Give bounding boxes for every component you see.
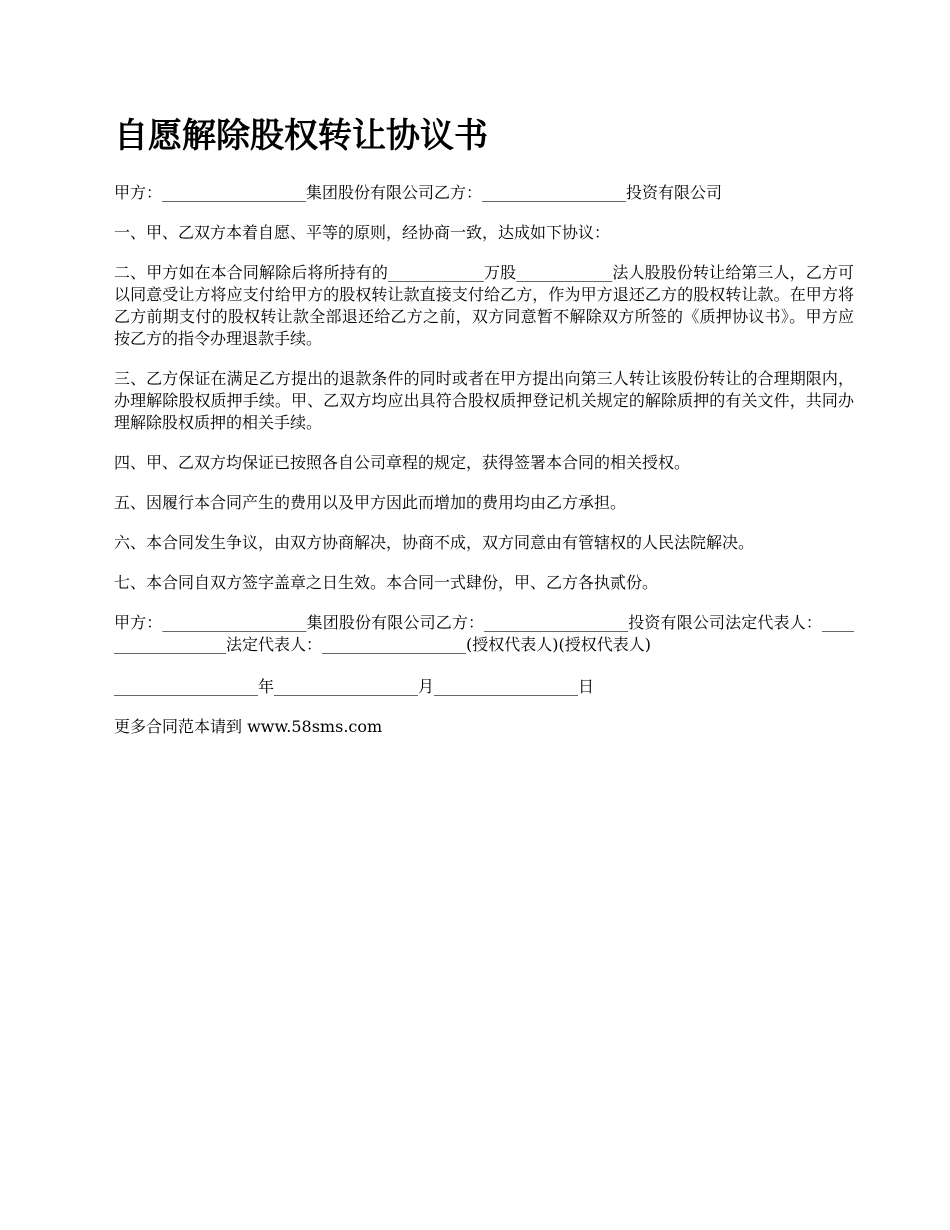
- clause-6: 六、本合同发生争议，由双方协商解决，协商不成，双方同意由有管辖权的人民法院解决。: [114, 533, 755, 552]
- clause-1: 一、甲、乙双方本着自愿、平等的原则，经协商一致，达成如下协议：: [114, 223, 611, 242]
- parties-line: 甲方：__________________集团股份有限公司乙方：__________________投资有限公司: [114, 183, 723, 202]
- clause-3: 三、乙方保证在满足乙方提出的退款条件的同时或者在甲方提出向第三人转让该股份转让的合理期限内，办理解除股权质押手续。甲、乙双方均应出具符合股权质押登记机关规定的解除质押的有关文件，共同办理解除股权质押的相关手续。: [114, 369, 854, 432]
- date-line: __________________年__________________月__________________日: [114, 677, 595, 696]
- clause-7: 七、本合同自双方签字盖章之日生效。本合同一式肆份，甲、乙方各执贰份。: [114, 573, 659, 592]
- document-page: [114, 112, 854, 756]
- clause-2: 二、甲方如在本合同解除后将所持有的____________万股____________法人股股份转让给第三人，乙方可以同意受让方将应支付给甲方的股权转让款直接支付给乙方，作为甲方退还乙方的股权转让款。在甲方将乙方前期支付的股权转让款全部退还给乙方之前，双方同意暂不解除双方所签的《质押协议书》。甲方应按乙方的指令办理退款手续。: [114, 263, 854, 348]
- footer-link-text: 更多合同范本请到 www.58sms.com: [114, 717, 383, 736]
- signature-block: 甲方：__________________集团股份有限公司乙方：__________________投资有限公司法定代表人：__________________法定代表人：__________________(授权代表人)(授权代表人): [114, 613, 854, 654]
- document-title: 自愿解除股权转让协议书: [114, 116, 488, 156]
- clause-5: 五、因履行本合同产生的费用以及甲方因此而增加的费用均由乙方承担。: [114, 493, 627, 512]
- clause-4: 四、甲、乙双方均保证已按照各自公司章程的规定，获得签署本合同的相关授权。: [114, 453, 691, 472]
